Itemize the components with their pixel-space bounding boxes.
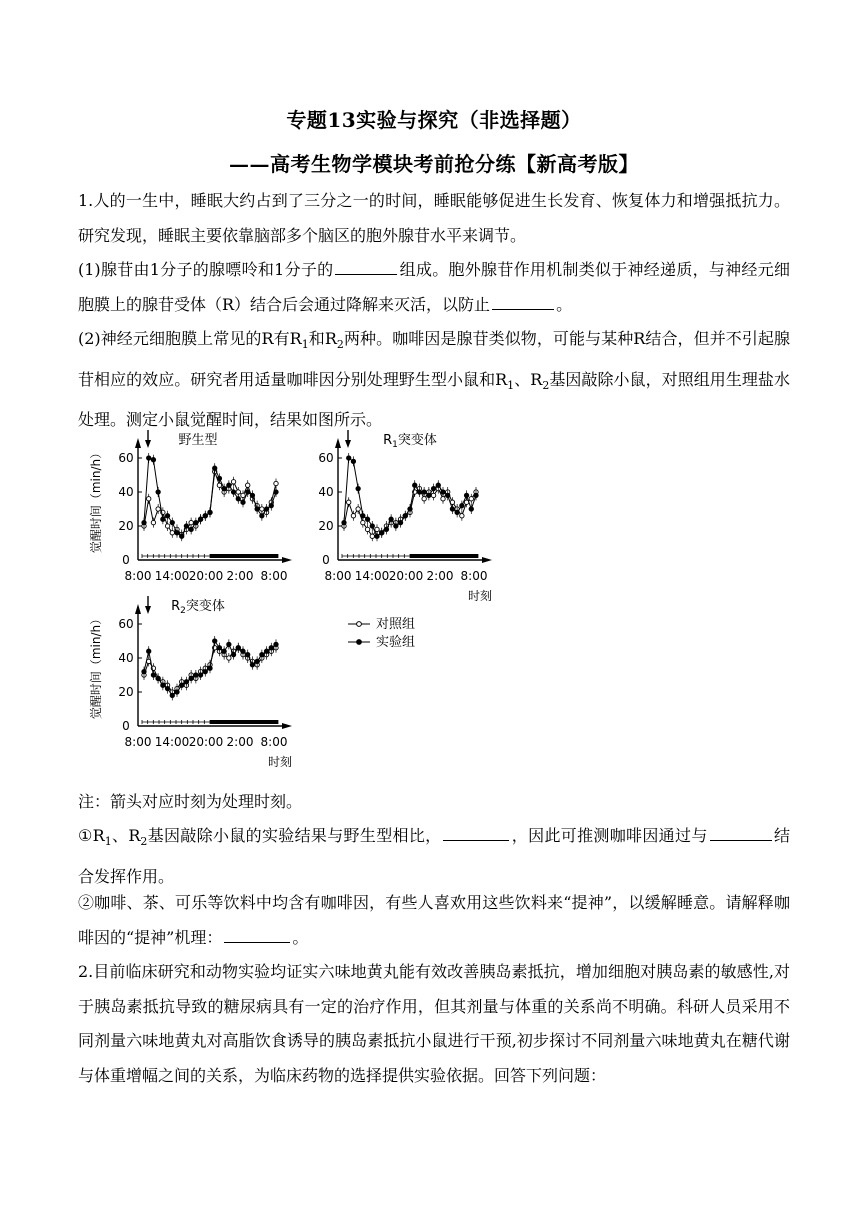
experiment-point (417, 490, 421, 494)
experiment-point (380, 531, 384, 535)
experiment-point (175, 690, 179, 694)
y-axis-label: 觉醒时间（min/h） (89, 612, 103, 720)
chart-title: 野生型 (178, 433, 218, 448)
subscript: 1 (104, 835, 112, 849)
x-axis-label: 时刻 (467, 589, 493, 603)
x-tick-label: 20:00 (188, 569, 224, 583)
x-tick-label: 14:00 (354, 569, 390, 583)
q1-sub1 (78, 819, 790, 894)
q1-part2 (78, 322, 790, 438)
experiment-point (394, 524, 398, 528)
x-tick-label: 8:00 (324, 569, 352, 583)
y-tick-label: 20 (118, 519, 134, 533)
experiment-point (365, 517, 369, 521)
subscript: 1 (301, 338, 309, 352)
experiment-point (450, 507, 454, 511)
experiment-point (151, 673, 155, 677)
experiment-point (231, 490, 235, 494)
experiment-point (250, 493, 254, 497)
legend-experiment-marker (357, 640, 362, 645)
experiment-point (180, 683, 184, 687)
control-point (365, 527, 369, 531)
figure-svg (80, 424, 510, 784)
x-tick-label: 8:00 (260, 569, 288, 583)
experiment-point (260, 652, 264, 656)
x-tick-label: 8:00 (460, 569, 488, 583)
chart-panel-3 (88, 596, 292, 769)
control-point (189, 520, 193, 524)
experiment-point (250, 663, 254, 667)
control-point (147, 497, 151, 501)
experiment-point (189, 527, 193, 531)
subscript: 1 (507, 378, 515, 392)
experiment-point (184, 680, 188, 684)
y-tick-label: 0 (122, 553, 130, 567)
q1-part2-text: 基因敲除小鼠，对照组用生理盐水处理。测定小鼠觉醒时间，结果如图所示。 (78, 369, 790, 430)
figure-awake-time (80, 424, 510, 784)
x-tick-label: 8:00 (124, 569, 152, 583)
control-point (274, 481, 278, 485)
experiment-point (151, 458, 155, 462)
experiment-point (351, 459, 355, 463)
x-tick-label: 2:00 (426, 569, 454, 583)
q1-sub1-text: 结合发挥作用。 (78, 826, 790, 886)
q1-part2-text: 和R (308, 329, 337, 348)
control-point (370, 534, 374, 538)
control-point (260, 507, 264, 511)
control-point (170, 531, 174, 535)
experiment-point (198, 673, 202, 677)
y-axis-arrow (135, 604, 141, 614)
experiment-point (161, 683, 165, 687)
experiment-point (474, 493, 478, 497)
x-tick-label: 8:00 (124, 735, 152, 749)
chart-legend (348, 616, 415, 650)
experiment-point (255, 659, 259, 663)
experiment-point (198, 517, 202, 521)
experiment-point (170, 693, 174, 697)
experiment-point (241, 649, 245, 653)
y-tick-label: 20 (318, 519, 334, 533)
y-axis-label: 觉醒时间（min/h） (89, 446, 103, 554)
experiment-point (342, 520, 346, 524)
experiment-point (203, 514, 207, 518)
experiment-point (246, 652, 250, 656)
control-point (156, 507, 160, 511)
experiment-point (156, 676, 160, 680)
experiment-point (370, 524, 374, 528)
x-tick-label: 14:00 (154, 735, 190, 749)
experiment-point (208, 666, 212, 670)
legend-experiment-label: 实验组 (376, 635, 416, 650)
dark-period-bar (410, 554, 478, 558)
treatment-arrowhead (145, 606, 151, 614)
page-title: 专题13实验与探究（非选择题） (286, 108, 582, 132)
control-point (375, 527, 379, 531)
chart-title: $R_1$突变体 (383, 433, 437, 450)
experiment-point (194, 673, 198, 677)
experiment-point (347, 456, 351, 460)
experiment-point (156, 490, 160, 494)
experiment-point (203, 669, 207, 673)
series-line-experiment (144, 458, 276, 536)
experiment-point (274, 642, 278, 646)
q1-sub1-text: 、R (111, 826, 141, 845)
chart-panel-1 (88, 430, 292, 583)
experiment-point (398, 520, 402, 524)
x-tick-label: 20:00 (188, 735, 224, 749)
experiment-point (264, 507, 268, 511)
experiment-point (208, 510, 212, 514)
experiment-point (356, 486, 360, 490)
treatment-arrowhead (145, 440, 151, 448)
x-axis-label: 时刻 (267, 755, 293, 769)
experiment-point (361, 514, 365, 518)
chart-panel-2 (318, 430, 492, 603)
experiment-point (403, 514, 407, 518)
q1-sub2 (78, 886, 790, 955)
experiment-point (375, 534, 379, 538)
experiment-point (260, 514, 264, 518)
experiment-point (217, 476, 221, 480)
answer-blank[interactable] (443, 820, 509, 841)
experiment-point (227, 483, 231, 487)
experiment-point (241, 500, 245, 504)
experiment-point (161, 517, 165, 521)
experiment-point (175, 531, 179, 535)
experiment-point (165, 686, 169, 690)
experiment-point (464, 493, 468, 497)
subscript: 2 (336, 338, 344, 352)
q1-part1 (78, 253, 790, 322)
control-point (246, 483, 250, 487)
q1-sub2-text: 。 (292, 927, 309, 947)
control-point (241, 493, 245, 497)
dark-period-bar (210, 554, 278, 558)
experiment-point (436, 483, 440, 487)
experiment-point (142, 669, 146, 673)
experiment-point (413, 483, 417, 487)
control-point (422, 497, 426, 501)
experiment-point (213, 466, 217, 470)
q1-sub1-text: ①R (78, 826, 105, 845)
experiment-point (469, 507, 473, 511)
control-point (236, 490, 240, 494)
q1-part2-text: 两种。咖啡因是腺苷类似物，可能与某种R结合，但并不引起腺苷相应的效应。研究者用适量咖啡因分别处理野生型小鼠和R (78, 329, 790, 389)
experiment-point (222, 486, 226, 490)
control-point (361, 520, 365, 524)
y-tick-label: 40 (118, 651, 134, 665)
experiment-point (236, 646, 240, 650)
experiment-point (431, 486, 435, 490)
control-point (217, 483, 221, 487)
experiment-point (422, 490, 426, 494)
y-tick-label: 60 (318, 451, 334, 465)
experiment-point (184, 524, 188, 528)
q1-part1-text-b: 组成。胞外腺苷作用机制类似于神经递质，与神经元细胞膜上的腺苷受体（R）结合后会通过降解来灭活，以防止 (78, 260, 790, 314)
experiment-point (446, 493, 450, 497)
experiment-point (246, 490, 250, 494)
control-point (356, 507, 360, 511)
x-axis-arrow (282, 557, 292, 563)
y-tick-label: 60 (118, 617, 134, 631)
experiment-point (231, 652, 235, 656)
experiment-point (170, 520, 174, 524)
control-point (469, 497, 473, 501)
x-tick-label: 2:00 (226, 569, 254, 583)
q1-part1-text-a: (1)腺苷由1分子的腺嘌呤和1分子的 (78, 260, 334, 279)
experiment-point (455, 510, 459, 514)
experiment-point (460, 503, 464, 507)
control-point (460, 514, 464, 518)
x-axis-arrow (282, 723, 292, 729)
y-tick-label: 0 (322, 553, 330, 567)
y-tick-label: 40 (318, 485, 334, 499)
y-tick-label: 0 (122, 719, 130, 733)
experiment-point (255, 507, 259, 511)
experiment-point (269, 646, 273, 650)
experiment-point (264, 649, 268, 653)
figure-note: 注：箭头对应时刻为处理时刻。 (78, 792, 303, 811)
experiment-point (269, 503, 273, 507)
x-tick-label: 14:00 (154, 569, 190, 583)
experiment-point (408, 507, 412, 511)
experiment-point (189, 676, 193, 680)
experiment-point (441, 490, 445, 494)
y-tick-label: 40 (118, 485, 134, 499)
legend-control-marker (357, 622, 362, 627)
experiment-point (227, 642, 231, 646)
experiment-point (147, 649, 151, 653)
x-axis-arrow (482, 557, 492, 563)
control-point (227, 656, 231, 660)
experiment-point (384, 527, 388, 531)
experiment-point (389, 517, 393, 521)
y-tick-label: 60 (118, 451, 134, 465)
y-axis-arrow (335, 438, 341, 448)
treatment-arrowhead (345, 440, 351, 448)
series-line-control (144, 472, 276, 535)
experiment-point (274, 490, 278, 494)
experiment-point (236, 497, 240, 501)
x-tick-label: 2:00 (226, 735, 254, 749)
y-axis-arrow (135, 438, 141, 448)
q1-part2-text: 、R (514, 369, 543, 389)
control-point (165, 524, 169, 528)
experiment-point (147, 456, 151, 460)
dark-period-bar (210, 720, 278, 724)
experiment-point (142, 520, 146, 524)
control-point (441, 497, 445, 501)
answer-blank[interactable] (492, 289, 554, 310)
q1-part2-text: (2)神经元细胞膜上常见的R有R (78, 329, 302, 348)
chart-title: $R_2$突变体 (171, 599, 225, 616)
experiment-point (213, 639, 217, 643)
control-point (431, 493, 435, 497)
q1-intro: 1.人的一生中，睡眠大约占到了三分之一的时间，睡眠能够促进生长发育、恢复体力和增强抵抗力。研究发现，睡眠主要依靠脑部多个脑区的胞外腺苷水平来调节。 (78, 191, 790, 245)
q1-sub1-text: 基因敲除小鼠的实验结果与野生型相比， (147, 826, 442, 845)
experiment-point (427, 493, 431, 497)
experiment-point (222, 649, 226, 653)
q2-text: 2.目前临床研究和动物实验均证实六味地黄丸能有效改善胰岛素抵抗，增加细胞对胰岛素的敏感性,对于胰岛素抵抗导致的糖尿病具有一定的治疗作用，但其剂量与体重的关系尚不明确。科研人员采用不同剂量六味地黄丸对高脂饮食诱导的胰岛素抵抗小鼠进行干预,初步探讨不同剂量六味地黄丸在糖代谢与体重增幅之间的关系，为临床药物的选择提供实验依据。回答下列问题： (78, 962, 790, 1085)
y-tick-label: 20 (118, 685, 134, 699)
control-point (351, 514, 355, 518)
control-point (151, 520, 155, 524)
experiment-point (180, 534, 184, 538)
control-point (231, 480, 235, 484)
experiment-point (165, 514, 169, 518)
answer-blank[interactable] (224, 922, 290, 943)
q1-sub2-text: ②咖啡、茶、可乐等饮料中均含有咖啡因，有些人喜欢用这些饮料来“提神”，以缓解睡意。请解释咖啡因的“提神”机理： (78, 893, 790, 947)
answer-blank[interactable] (710, 820, 772, 841)
x-tick-label: 8:00 (260, 735, 288, 749)
control-point (347, 500, 351, 504)
subscript: 2 (140, 835, 148, 849)
legend-control-label: 对照组 (376, 617, 416, 632)
page-subtitle: ——高考生物学模块考前抢分练【新高考版】 (229, 152, 639, 176)
experiment-point (194, 520, 198, 524)
x-tick-label: 20:00 (388, 569, 424, 583)
experiment-point (217, 646, 221, 650)
subscript: 2 (542, 378, 550, 392)
q1-part1-text-c: 。 (556, 294, 573, 314)
answer-blank[interactable] (335, 254, 397, 275)
q1-sub1-text: ，因此可推测咖啡因通过与 (511, 826, 708, 845)
